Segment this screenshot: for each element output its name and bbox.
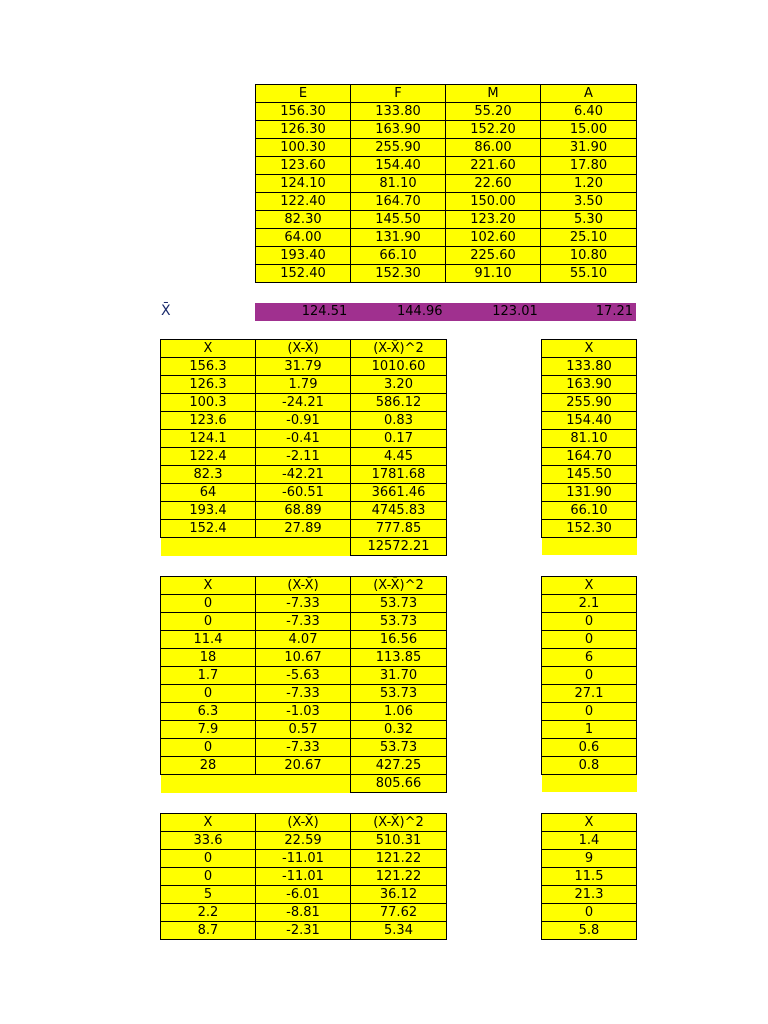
table-row [161, 850, 447, 868]
table-cell: 53.73 [351, 613, 447, 631]
table-cell: 163.90 [351, 121, 446, 139]
table-cell: 64.00 [256, 229, 351, 247]
table-cell: 53.73 [351, 739, 447, 757]
table-row [542, 739, 637, 757]
table-cell: 154.40 [351, 157, 446, 175]
table-cell: 10.80 [541, 247, 637, 265]
table-cell: 64 [161, 484, 256, 502]
table-cell: 0 [542, 667, 637, 685]
total-filler [161, 775, 351, 793]
table-cell: 0 [161, 613, 256, 631]
filler-row [542, 775, 637, 793]
table-cell: 6 [542, 649, 637, 667]
table-row [161, 595, 447, 613]
table-cell: 1781.68 [351, 466, 447, 484]
table-row [542, 466, 637, 484]
table-cell: 5.30 [541, 211, 637, 229]
table-row [542, 631, 637, 649]
table-row [542, 484, 637, 502]
table-cell: 255.90 [542, 394, 637, 412]
mean-value-e: 124.51 [301, 304, 348, 319]
mean-value-f: 144.96 [397, 304, 443, 319]
table-cell: 124.10 [256, 175, 351, 193]
table-row [256, 157, 637, 175]
table-cell: 0 [542, 631, 637, 649]
column-header: A [541, 85, 637, 103]
header-row [161, 814, 447, 832]
table-cell: 31.79 [256, 358, 351, 376]
table-cell: 6.40 [541, 103, 637, 121]
table-row [542, 520, 637, 538]
side-filler [542, 538, 637, 556]
table-row [161, 466, 447, 484]
column-header: (X-X̄) [256, 577, 351, 595]
table-cell: 154.40 [542, 412, 637, 430]
table-cell: 193.4 [161, 502, 256, 520]
table-row [542, 832, 637, 850]
table-cell: -0.91 [256, 412, 351, 430]
table-cell: 0.6 [542, 739, 637, 757]
column-header: E [256, 85, 351, 103]
table-row [542, 430, 637, 448]
table-cell: 126.3 [161, 376, 256, 394]
table-cell: 27.89 [256, 520, 351, 538]
table-cell: 81.10 [542, 430, 637, 448]
column-header: (X-X̄)^2 [351, 340, 447, 358]
table-row [542, 595, 637, 613]
table-cell: 131.90 [351, 229, 446, 247]
column-header: (X-X̄) [256, 340, 351, 358]
table-cell: 11.5 [542, 868, 637, 886]
table-cell: 3.20 [351, 376, 447, 394]
table-cell: 510.31 [351, 832, 447, 850]
column-header: (X-X̄)^2 [351, 577, 447, 595]
table-cell: 122.4 [161, 448, 256, 466]
table-cell: 152.30 [351, 265, 446, 283]
table-cell: 0.32 [351, 721, 447, 739]
table-cell: 28 [161, 757, 256, 775]
table-row [161, 757, 447, 775]
table-cell: -7.33 [256, 739, 351, 757]
table-row [161, 520, 447, 538]
table-cell: 17.80 [541, 157, 637, 175]
table-cell: 0.17 [351, 430, 447, 448]
deviation-table-1 [160, 339, 447, 556]
table-cell: 82.3 [161, 466, 256, 484]
table-cell: 22.59 [256, 832, 351, 850]
table-cell: -24.21 [256, 394, 351, 412]
table-row [161, 448, 447, 466]
table-cell: 0.57 [256, 721, 351, 739]
table-row [161, 904, 447, 922]
column-header: X [161, 577, 256, 595]
mean-value-a: 17.21 [595, 304, 633, 319]
table-cell: 0 [161, 595, 256, 613]
table-cell: 1.7 [161, 667, 256, 685]
table-row [161, 412, 447, 430]
table-row [542, 613, 637, 631]
table-cell: 2.2 [161, 904, 256, 922]
table-cell: -2.31 [256, 922, 351, 940]
table-cell: 1.79 [256, 376, 351, 394]
table-row [542, 886, 637, 904]
table-cell: 255.90 [351, 139, 446, 157]
table-cell: -8.81 [256, 904, 351, 922]
table-cell: 0 [542, 613, 637, 631]
table-row [256, 103, 637, 121]
table-row [542, 376, 637, 394]
table-cell: 133.80 [351, 103, 446, 121]
table-row [542, 358, 637, 376]
table-cell: 145.50 [351, 211, 446, 229]
table-cell: 91.10 [446, 265, 541, 283]
table-cell: 53.73 [351, 595, 447, 613]
table-row [161, 649, 447, 667]
table-cell: 0 [542, 703, 637, 721]
table-row [161, 376, 447, 394]
table-row [542, 904, 637, 922]
table-cell: -60.51 [256, 484, 351, 502]
table-cell: 66.10 [351, 247, 446, 265]
table-cell: 3661.46 [351, 484, 447, 502]
table-row [256, 265, 637, 283]
table-row [542, 649, 637, 667]
table-row [542, 922, 637, 940]
table-cell: 1.06 [351, 703, 447, 721]
table-cell: 193.40 [256, 247, 351, 265]
table-cell: 152.4 [161, 520, 256, 538]
table-cell: 121.22 [351, 850, 447, 868]
table-row [161, 430, 447, 448]
table-cell: 152.20 [446, 121, 541, 139]
table-row [256, 193, 637, 211]
mean-label: X̄ [161, 303, 171, 319]
table-cell: 777.85 [351, 520, 447, 538]
table-cell: 77.62 [351, 904, 447, 922]
filler-row [542, 538, 637, 556]
table-cell: 3.50 [541, 193, 637, 211]
table-cell: -5.63 [256, 667, 351, 685]
table-cell: 21.3 [542, 886, 637, 904]
side-filler [542, 775, 637, 793]
table-row [542, 703, 637, 721]
table-cell: 55.10 [541, 265, 637, 283]
header-row [542, 340, 637, 358]
table-cell: 164.70 [351, 193, 446, 211]
table-cell: 156.3 [161, 358, 256, 376]
column-header: (X-X̄)^2 [351, 814, 447, 832]
table-cell: 31.90 [541, 139, 637, 157]
column-header: M [446, 85, 541, 103]
table-cell: 113.85 [351, 649, 447, 667]
table-row [256, 175, 637, 193]
table-cell: -7.33 [256, 685, 351, 703]
column-header: F [351, 85, 446, 103]
table-row [161, 358, 447, 376]
table-cell: 2.1 [542, 595, 637, 613]
table-cell: 7.9 [161, 721, 256, 739]
table-row [161, 868, 447, 886]
table-cell: 0 [161, 850, 256, 868]
header-row [256, 85, 637, 103]
table-cell: 121.22 [351, 868, 447, 886]
table-cell: 36.12 [351, 886, 447, 904]
table-row [161, 667, 447, 685]
table-cell: 0 [161, 739, 256, 757]
table-row [542, 850, 637, 868]
table-cell: 31.70 [351, 667, 447, 685]
table-cell: 16.56 [351, 631, 447, 649]
table-cell: 9 [542, 850, 637, 868]
table-cell: 68.89 [256, 502, 351, 520]
table-row [256, 247, 637, 265]
table-row [542, 685, 637, 703]
total-filler [161, 538, 351, 556]
table-cell: 5 [161, 886, 256, 904]
table-row [161, 832, 447, 850]
table-cell: 1.4 [542, 832, 637, 850]
table-cell: 586.12 [351, 394, 447, 412]
table-cell: 5.8 [542, 922, 637, 940]
table-row [161, 631, 447, 649]
table-cell: 20.67 [256, 757, 351, 775]
table-cell: 100.30 [256, 139, 351, 157]
table-cell: 145.50 [542, 466, 637, 484]
column-header: X [161, 814, 256, 832]
column-header: X [161, 340, 256, 358]
table-cell: 55.20 [446, 103, 541, 121]
table-row [161, 394, 447, 412]
side-table-3 [541, 813, 637, 940]
table-row [542, 502, 637, 520]
table-row [161, 685, 447, 703]
table-cell: -2.11 [256, 448, 351, 466]
table-cell: 15.00 [541, 121, 637, 139]
table-cell: 18 [161, 649, 256, 667]
table-row [161, 502, 447, 520]
side-table-1 [541, 339, 637, 555]
column-header: X [542, 340, 637, 358]
total-row [161, 538, 447, 556]
table-cell: -6.01 [256, 886, 351, 904]
sum-of-squares-total: 12572.21 [351, 538, 447, 556]
table-cell: 1010.60 [351, 358, 447, 376]
table-row [542, 394, 637, 412]
mean-value-m: 123.01 [492, 304, 538, 319]
table-cell: 225.60 [446, 247, 541, 265]
table-row [542, 667, 637, 685]
table-cell: 163.90 [542, 376, 637, 394]
table-row [161, 886, 447, 904]
table-cell: 66.10 [542, 502, 637, 520]
table-cell: 102.60 [446, 229, 541, 247]
column-header: (X-X̄) [256, 814, 351, 832]
table-row [542, 448, 637, 466]
table-row [161, 703, 447, 721]
header-row [161, 577, 447, 595]
table-cell: 156.30 [256, 103, 351, 121]
mean-bar [255, 303, 636, 321]
table-cell: 33.6 [161, 832, 256, 850]
table-cell: -0.41 [256, 430, 351, 448]
table-cell: -7.33 [256, 613, 351, 631]
table-cell: 0 [542, 904, 637, 922]
column-header: X [542, 577, 637, 595]
table-cell: -11.01 [256, 868, 351, 886]
table-cell: 11.4 [161, 631, 256, 649]
table-cell: 25.10 [541, 229, 637, 247]
top-data-table [255, 84, 637, 283]
table-cell: 4.45 [351, 448, 447, 466]
table-row [161, 739, 447, 757]
deviation-table-2 [160, 576, 447, 793]
table-cell: 0 [161, 868, 256, 886]
table-cell: 150.00 [446, 193, 541, 211]
table-cell: 53.73 [351, 685, 447, 703]
table-row [542, 757, 637, 775]
column-header: X [542, 814, 637, 832]
table-cell: 0.8 [542, 757, 637, 775]
table-cell: 10.67 [256, 649, 351, 667]
table-cell: 0 [161, 685, 256, 703]
side-table-2 [541, 576, 637, 792]
header-row [161, 340, 447, 358]
table-cell: 124.1 [161, 430, 256, 448]
table-cell: 123.20 [446, 211, 541, 229]
table-row [542, 721, 637, 739]
table-row [256, 229, 637, 247]
table-row [161, 613, 447, 631]
table-row [256, 211, 637, 229]
table-cell: 4.07 [256, 631, 351, 649]
table-row [256, 139, 637, 157]
table-row [542, 412, 637, 430]
table-row [161, 484, 447, 502]
table-cell: 27.1 [542, 685, 637, 703]
table-cell: 0.83 [351, 412, 447, 430]
table-cell: 152.40 [256, 265, 351, 283]
table-cell: 123.60 [256, 157, 351, 175]
header-row [542, 814, 637, 832]
table-cell: 221.60 [446, 157, 541, 175]
table-cell: 164.70 [542, 448, 637, 466]
table-cell: 1 [542, 721, 637, 739]
table-cell: -11.01 [256, 850, 351, 868]
table-cell: -7.33 [256, 595, 351, 613]
header-row [542, 577, 637, 595]
table-row [542, 868, 637, 886]
table-row [256, 121, 637, 139]
table-cell: 4745.83 [351, 502, 447, 520]
table-cell: 152.30 [542, 520, 637, 538]
table-cell: 86.00 [446, 139, 541, 157]
table-cell: 126.30 [256, 121, 351, 139]
table-row [161, 922, 447, 940]
deviation-table-3 [160, 813, 447, 940]
table-cell: 22.60 [446, 175, 541, 193]
table-cell: 81.10 [351, 175, 446, 193]
sum-of-squares-total: 805.66 [351, 775, 447, 793]
total-row [161, 775, 447, 793]
table-cell: 100.3 [161, 394, 256, 412]
table-cell: 123.6 [161, 412, 256, 430]
table-cell: 8.7 [161, 922, 256, 940]
table-cell: 5.34 [351, 922, 447, 940]
table-cell: 122.40 [256, 193, 351, 211]
table-cell: 131.90 [542, 484, 637, 502]
table-cell: -42.21 [256, 466, 351, 484]
table-cell: 6.3 [161, 703, 256, 721]
table-cell: 133.80 [542, 358, 637, 376]
table-cell: 1.20 [541, 175, 637, 193]
table-cell: -1.03 [256, 703, 351, 721]
table-cell: 82.30 [256, 211, 351, 229]
table-cell: 427.25 [351, 757, 447, 775]
table-row [161, 721, 447, 739]
